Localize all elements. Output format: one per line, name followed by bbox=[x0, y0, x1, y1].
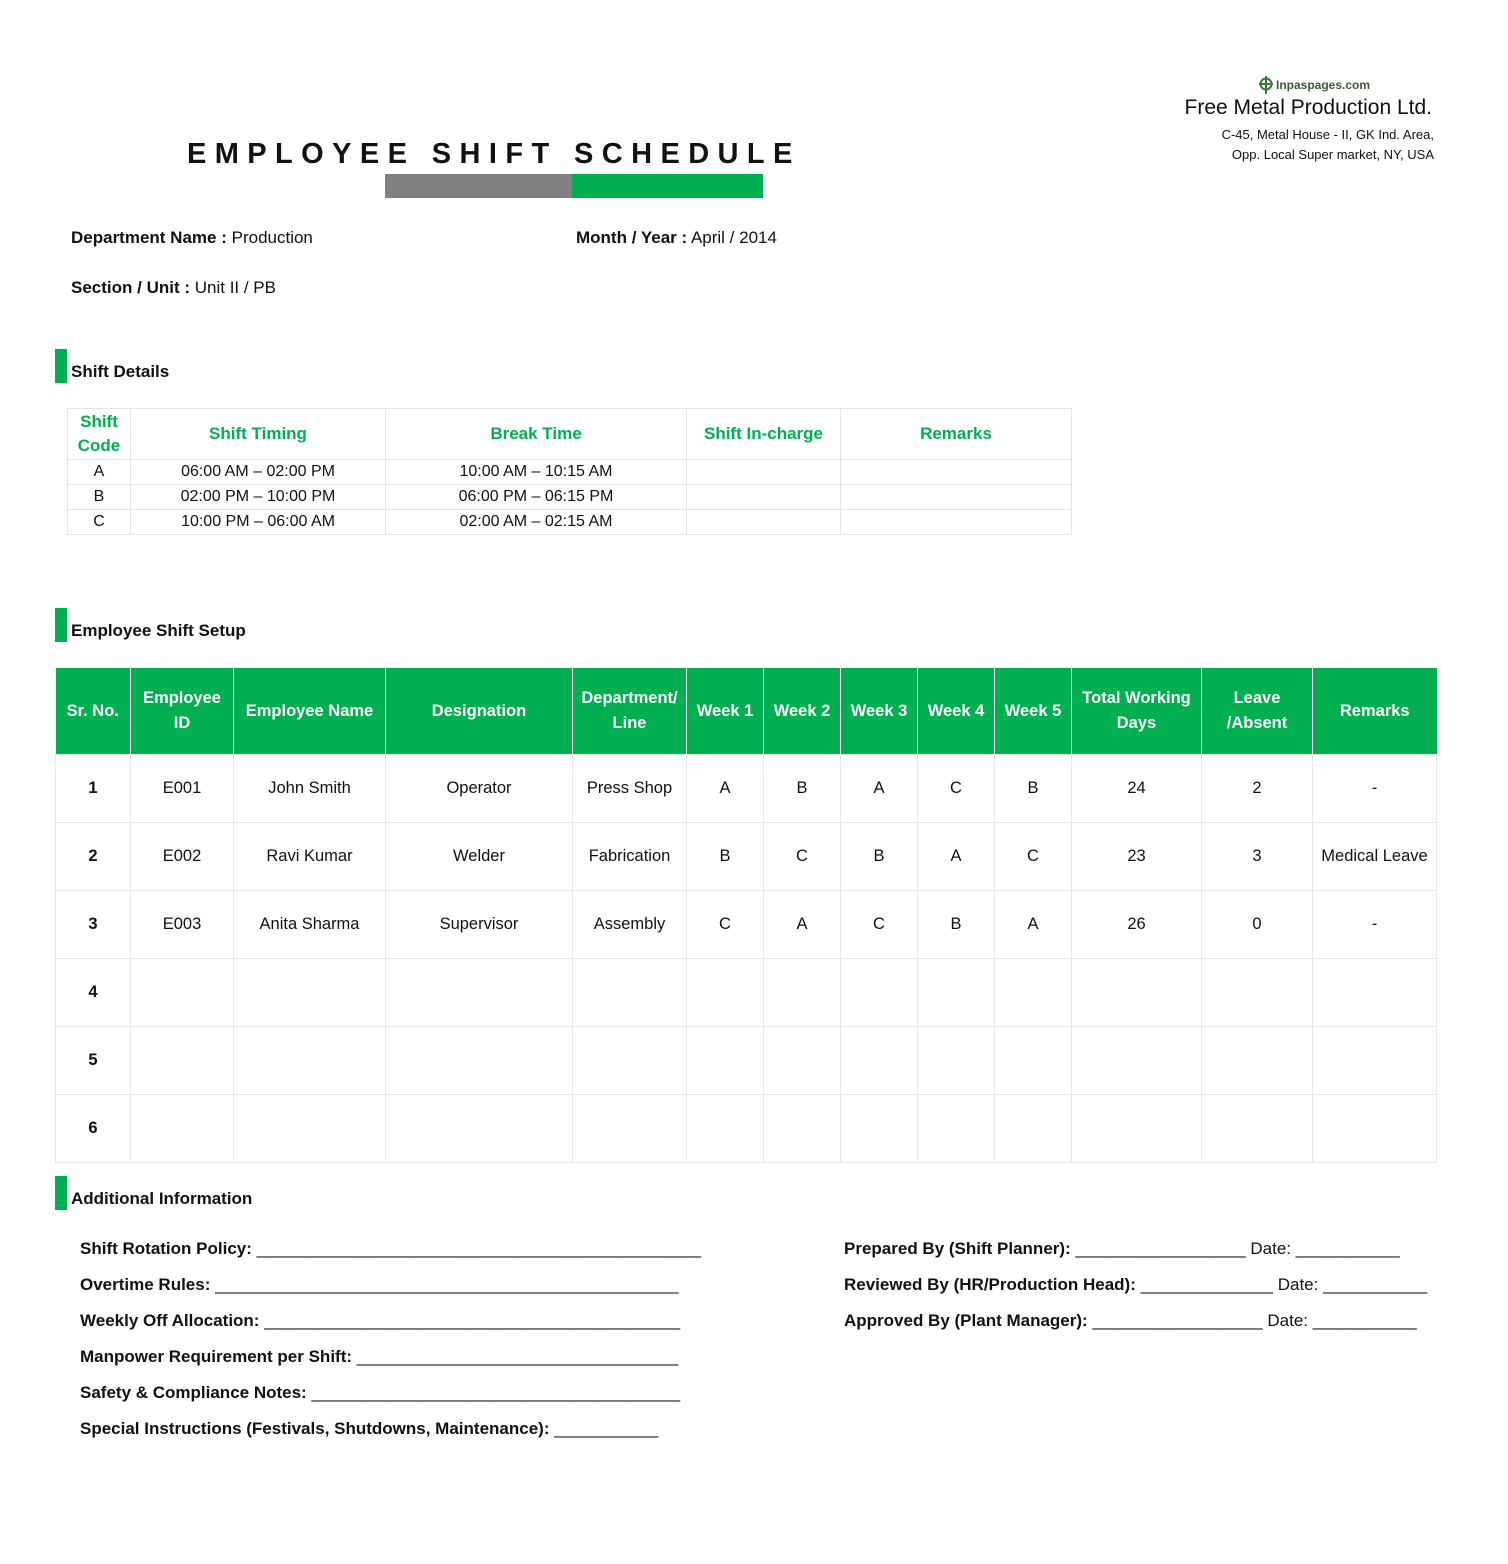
shift-remarks[interactable] bbox=[841, 485, 1072, 510]
field-blank[interactable]: _______________________________________ bbox=[311, 1383, 681, 1402]
cell-week-2[interactable] bbox=[764, 959, 841, 1027]
col-sr-no: Sr. No. bbox=[56, 668, 131, 755]
cell-week-4[interactable]: A bbox=[918, 823, 995, 891]
col-total-working-days: Total Working Days bbox=[1072, 668, 1202, 755]
cell-week-2[interactable] bbox=[764, 1095, 841, 1163]
field-blank[interactable]: _______________________________________________ bbox=[256, 1239, 701, 1258]
month-year-value: April / 2014 bbox=[690, 228, 777, 247]
field-blank[interactable]: ____________________________________________ bbox=[264, 1311, 681, 1330]
employee-setup-heading: Employee Shift Setup bbox=[71, 621, 246, 640]
cell-department-line[interactable]: Fabrication bbox=[573, 823, 687, 891]
employee-row bbox=[56, 1095, 1437, 1163]
field-blank[interactable]: ______________ bbox=[1140, 1275, 1273, 1294]
cell-week-4[interactable] bbox=[918, 959, 995, 1027]
cell-department-line[interactable] bbox=[573, 1027, 687, 1095]
cell-week-1[interactable]: A bbox=[687, 755, 764, 823]
cell-week-4[interactable] bbox=[918, 1095, 995, 1163]
date-blank[interactable]: ___________ bbox=[1323, 1275, 1428, 1294]
cell-week-1[interactable] bbox=[687, 959, 764, 1027]
cell-week-2[interactable] bbox=[764, 1027, 841, 1095]
col-leave-absent: Leave /Absent bbox=[1202, 668, 1313, 755]
date-label: Date: bbox=[1277, 1275, 1319, 1294]
field-label: Safety & Compliance Notes: bbox=[80, 1383, 307, 1402]
cell-week-3[interactable] bbox=[841, 1095, 918, 1163]
cell-employee-name[interactable] bbox=[234, 959, 386, 1027]
cell-employee-name[interactable] bbox=[234, 1095, 386, 1163]
cell-remarks[interactable] bbox=[1313, 1027, 1437, 1095]
cell-sr-no: 2 bbox=[56, 823, 131, 891]
cell-remarks[interactable] bbox=[1313, 1095, 1437, 1163]
cell-designation[interactable] bbox=[386, 1027, 573, 1095]
field-label: Approved By (Plant Manager): bbox=[844, 1311, 1088, 1330]
cell-department-line[interactable] bbox=[573, 959, 687, 1027]
cell-employee-id[interactable] bbox=[131, 1095, 234, 1163]
shift-incharge[interactable] bbox=[687, 510, 841, 535]
col-shift-timing: Shift Timing bbox=[131, 409, 386, 460]
cell-remarks[interactable]: - bbox=[1313, 755, 1437, 823]
col-shift-code: Shift Code bbox=[68, 409, 131, 460]
date-label: Date: bbox=[1250, 1239, 1292, 1258]
cell-remarks[interactable] bbox=[1313, 959, 1437, 1027]
shift-remarks[interactable] bbox=[841, 460, 1072, 485]
cell-sr-no: 1 bbox=[56, 755, 131, 823]
company-address-line1: C-45, Metal House - II, GK Ind. Area, bbox=[1221, 127, 1434, 142]
cell-leave-absent[interactable]: 3 bbox=[1202, 823, 1313, 891]
shift-code: B bbox=[68, 485, 131, 510]
section-unit-label: Section / Unit : bbox=[71, 278, 190, 297]
cell-designation[interactable]: Welder bbox=[386, 823, 573, 891]
break-time: 02:00 AM – 02:15 AM bbox=[386, 510, 687, 535]
additional-field bbox=[80, 1383, 680, 1403]
cell-week-2[interactable]: B bbox=[764, 755, 841, 823]
cell-employee-id[interactable] bbox=[131, 1027, 234, 1095]
title-underline-gray bbox=[385, 174, 572, 198]
logo-text: Inpaspages.com bbox=[1276, 78, 1371, 92]
cell-remarks[interactable]: - bbox=[1313, 891, 1437, 959]
cell-sr-no: 3 bbox=[56, 891, 131, 959]
company-address-line2: Opp. Local Super market, NY, USA bbox=[1231, 147, 1434, 162]
shift-row bbox=[68, 485, 1072, 510]
additional-field bbox=[80, 1239, 701, 1259]
cell-sr-no: 6 bbox=[56, 1095, 131, 1163]
shift-timing: 06:00 AM – 02:00 PM bbox=[131, 460, 386, 485]
additional-info-heading: Additional Information bbox=[71, 1189, 253, 1208]
cell-total-working-days[interactable]: 26 bbox=[1072, 891, 1202, 959]
page-title: EMPLOYEE SHIFT SCHEDULE bbox=[187, 138, 801, 170]
date-label: Date: bbox=[1267, 1311, 1308, 1330]
cell-week-3[interactable]: A bbox=[841, 755, 918, 823]
employee-row bbox=[56, 959, 1437, 1027]
col-shift-incharge: Shift In-charge bbox=[687, 409, 841, 460]
additional-field bbox=[80, 1347, 678, 1367]
employee-header-row bbox=[56, 668, 1437, 755]
shift-code: C bbox=[68, 510, 131, 535]
date-blank[interactable]: ___________ bbox=[1312, 1311, 1417, 1330]
signoff-field bbox=[844, 1239, 1400, 1259]
employee-shift-table bbox=[55, 668, 1437, 1163]
additional-field bbox=[80, 1419, 658, 1439]
field-label: Special Instructions (Festivals, Shutdowns, Maintenance): bbox=[80, 1419, 550, 1438]
shift-row bbox=[68, 460, 1072, 485]
section-unit-field bbox=[71, 278, 276, 298]
col-week-5: Week 5 bbox=[995, 668, 1072, 755]
field-label: Reviewed By (HR/Production Head): bbox=[844, 1275, 1136, 1294]
field-blank[interactable]: __________________ bbox=[1092, 1311, 1263, 1330]
cell-employee-name[interactable]: Anita Sharma bbox=[234, 891, 386, 959]
cell-total-working-days[interactable]: 24 bbox=[1072, 755, 1202, 823]
company-logo bbox=[1258, 74, 1438, 96]
cell-department-line[interactable]: Assembly bbox=[573, 891, 687, 959]
cell-week-3[interactable] bbox=[841, 1027, 918, 1095]
cell-week-3[interactable] bbox=[841, 959, 918, 1027]
cell-designation[interactable] bbox=[386, 1095, 573, 1163]
cell-week-1[interactable]: B bbox=[687, 823, 764, 891]
col-designation: Designation bbox=[386, 668, 573, 755]
break-time: 10:00 AM – 10:15 AM bbox=[386, 460, 687, 485]
cell-sr-no: 5 bbox=[56, 1027, 131, 1095]
cell-remarks[interactable]: Medical Leave bbox=[1313, 823, 1437, 891]
cell-week-5[interactable]: C bbox=[995, 823, 1072, 891]
shift-remarks[interactable] bbox=[841, 510, 1072, 535]
col-week-1: Week 1 bbox=[687, 668, 764, 755]
cell-week-4[interactable]: B bbox=[918, 891, 995, 959]
cell-designation[interactable]: Operator bbox=[386, 755, 573, 823]
break-time: 06:00 PM – 06:15 PM bbox=[386, 485, 687, 510]
signoff-field bbox=[844, 1311, 1417, 1331]
cell-sr-no: 4 bbox=[56, 959, 131, 1027]
col-remarks: Remarks bbox=[1313, 668, 1437, 755]
section-marker bbox=[55, 608, 67, 642]
shift-details-heading: Shift Details bbox=[71, 362, 170, 381]
cell-employee-name[interactable] bbox=[234, 1027, 386, 1095]
field-blank[interactable]: ___________ bbox=[554, 1419, 659, 1438]
employee-row bbox=[56, 891, 1437, 959]
field-label: Shift Rotation Policy: bbox=[80, 1239, 252, 1258]
cell-week-5[interactable] bbox=[995, 1095, 1072, 1163]
col-employee-name: Employee Name bbox=[234, 668, 386, 755]
shift-timing: 10:00 PM – 06:00 AM bbox=[131, 510, 386, 535]
employee-row bbox=[56, 755, 1437, 823]
cell-leave-absent[interactable]: 2 bbox=[1202, 755, 1313, 823]
cell-week-5[interactable]: A bbox=[995, 891, 1072, 959]
cell-total-working-days[interactable]: 23 bbox=[1072, 823, 1202, 891]
department-label: Department Name : bbox=[71, 228, 227, 247]
signoff-field bbox=[844, 1275, 1427, 1295]
col-department-line: Department/ Line bbox=[573, 668, 687, 755]
title-underline-green bbox=[572, 174, 763, 198]
cell-leave-absent[interactable] bbox=[1202, 1027, 1313, 1095]
cell-week-2[interactable]: C bbox=[764, 823, 841, 891]
cell-employee-name[interactable]: John Smith bbox=[234, 755, 386, 823]
col-remarks: Remarks bbox=[841, 409, 1072, 460]
cell-week-2[interactable]: A bbox=[764, 891, 841, 959]
date-blank[interactable]: ___________ bbox=[1295, 1239, 1400, 1258]
cell-total-working-days[interactable] bbox=[1072, 1095, 1202, 1163]
section-unit-value: Unit II / PB bbox=[194, 278, 276, 297]
field-label: Overtime Rules: bbox=[80, 1275, 211, 1294]
field-blank[interactable]: __________________ bbox=[1075, 1239, 1246, 1258]
cell-department-line[interactable] bbox=[573, 1095, 687, 1163]
shift-code: A bbox=[68, 460, 131, 485]
shift-timing: 02:00 PM – 10:00 PM bbox=[131, 485, 386, 510]
cell-leave-absent[interactable] bbox=[1202, 1095, 1313, 1163]
month-year-label: Month / Year : bbox=[576, 228, 688, 247]
cell-employee-name[interactable]: Ravi Kumar bbox=[234, 823, 386, 891]
shift-details-table bbox=[67, 408, 1072, 535]
cell-employee-id[interactable]: E001 bbox=[131, 755, 234, 823]
col-week-3: Week 3 bbox=[841, 668, 918, 755]
cell-total-working-days[interactable] bbox=[1072, 1027, 1202, 1095]
cell-total-working-days[interactable] bbox=[1072, 959, 1202, 1027]
shift-incharge[interactable] bbox=[687, 460, 841, 485]
field-label: Weekly Off Allocation: bbox=[80, 1311, 260, 1330]
shift-header-row bbox=[68, 409, 1072, 460]
logo-icon bbox=[1258, 76, 1274, 94]
cell-employee-id[interactable]: E003 bbox=[131, 891, 234, 959]
shift-row bbox=[68, 510, 1072, 535]
cell-week-1[interactable]: C bbox=[687, 891, 764, 959]
cell-week-5[interactable] bbox=[995, 959, 1072, 1027]
cell-week-5[interactable]: B bbox=[995, 755, 1072, 823]
cell-week-1[interactable] bbox=[687, 1027, 764, 1095]
cell-designation[interactable]: Supervisor bbox=[386, 891, 573, 959]
month-year-field bbox=[576, 228, 777, 248]
field-label: Prepared By (Shift Planner): bbox=[844, 1239, 1071, 1258]
cell-week-4[interactable] bbox=[918, 1027, 995, 1095]
employee-row bbox=[56, 823, 1437, 891]
employee-row bbox=[56, 1027, 1437, 1095]
col-break-time: Break Time bbox=[386, 409, 687, 460]
company-name: Free Metal Production Ltd. bbox=[1184, 96, 1432, 119]
shift-incharge[interactable] bbox=[687, 485, 841, 510]
field-label: Manpower Requirement per Shift: bbox=[80, 1347, 353, 1366]
cell-week-1[interactable] bbox=[687, 1095, 764, 1163]
cell-department-line[interactable]: Press Shop bbox=[573, 755, 687, 823]
cell-week-5[interactable] bbox=[995, 1027, 1072, 1095]
section-marker bbox=[55, 1176, 67, 1210]
department-field bbox=[71, 228, 313, 248]
col-week-4: Week 4 bbox=[918, 668, 995, 755]
cell-week-4[interactable]: C bbox=[918, 755, 995, 823]
cell-week-3[interactable]: B bbox=[841, 823, 918, 891]
section-marker bbox=[55, 349, 67, 383]
cell-designation[interactable] bbox=[386, 959, 573, 1027]
department-value: Production bbox=[231, 228, 313, 247]
cell-leave-absent[interactable]: 0 bbox=[1202, 891, 1313, 959]
field-blank[interactable]: __________________________________ bbox=[356, 1347, 679, 1366]
col-employee-id: Employee ID bbox=[131, 668, 234, 755]
col-week-2: Week 2 bbox=[764, 668, 841, 755]
cell-leave-absent[interactable] bbox=[1202, 959, 1313, 1027]
cell-employee-id[interactable]: E002 bbox=[131, 823, 234, 891]
additional-field bbox=[80, 1275, 678, 1295]
field-blank[interactable]: _________________________________________________ bbox=[215, 1275, 679, 1294]
cell-employee-id[interactable] bbox=[131, 959, 234, 1027]
additional-field bbox=[80, 1311, 680, 1331]
cell-week-3[interactable]: C bbox=[841, 891, 918, 959]
